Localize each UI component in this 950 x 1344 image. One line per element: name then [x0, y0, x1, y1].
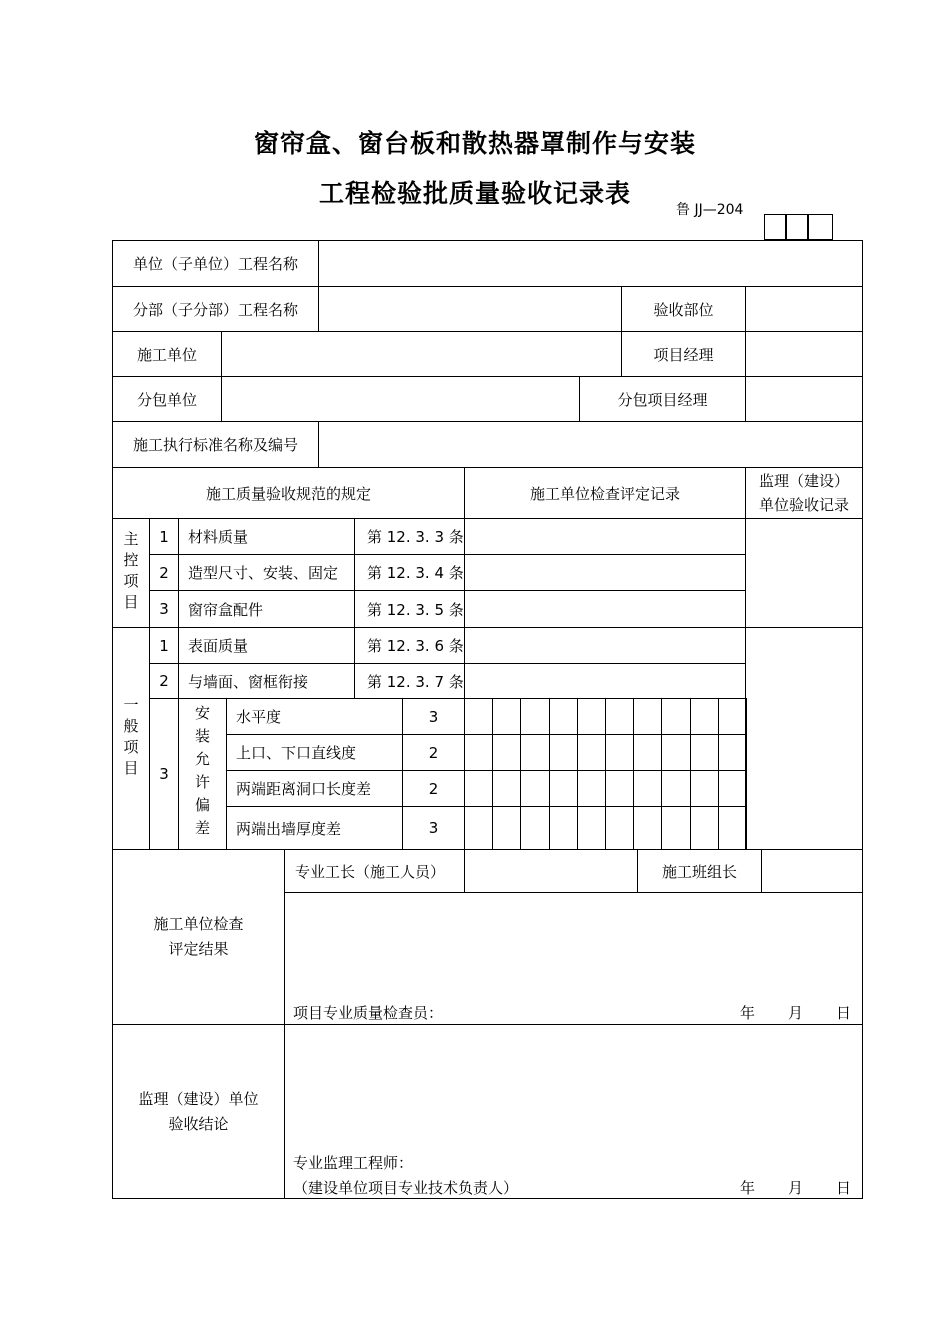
- measurement-cell[interactable]: [464, 698, 493, 735]
- measurement-cell[interactable]: [549, 734, 578, 771]
- item-clause: 第 12. 3. 6 条: [354, 627, 465, 664]
- label-owner-technician: （建设单位项目专业技术负责人）: [293, 1179, 519, 1197]
- label-unit-project: 单位（子单位）工程名称: [112, 240, 319, 287]
- row-number: 3: [149, 590, 179, 628]
- date-year: 年: [740, 1179, 756, 1197]
- row-number: 1: [149, 627, 179, 664]
- field-project-manager[interactable]: [745, 331, 863, 377]
- deviation-value: 3: [402, 698, 465, 735]
- measurement-cell[interactable]: [577, 770, 606, 807]
- measurement-cell[interactable]: [633, 806, 662, 850]
- measurement-cell[interactable]: [492, 698, 521, 735]
- measurement-cell[interactable]: [464, 806, 493, 850]
- measurement-cell[interactable]: [633, 734, 662, 771]
- measurement-cell[interactable]: [633, 698, 662, 735]
- deviation-name: 两端出墙厚度差: [226, 806, 403, 850]
- measurement-cell[interactable]: [718, 770, 747, 807]
- measurement-cell[interactable]: [464, 734, 493, 771]
- deviation-value: 3: [402, 806, 465, 850]
- item-clause: 第 12. 3. 4 条: [354, 554, 465, 591]
- column-supervision-line2: 单位验收记录: [758, 496, 849, 514]
- label-foreman: 专业工长（施工人员）: [284, 849, 465, 893]
- item-name: 表面质量: [178, 627, 355, 664]
- item-clause: 第 12. 3. 3 条: [354, 518, 465, 555]
- measurement-cell[interactable]: [718, 698, 747, 735]
- group-general-items: [112, 627, 150, 850]
- row-number: 2: [149, 663, 179, 699]
- item-clause: 第 12. 3. 7 条: [354, 663, 465, 699]
- item-name: 窗帘盒配件: [178, 590, 355, 628]
- form-number-box[interactable]: [786, 214, 808, 240]
- self-check-record[interactable]: [464, 590, 746, 628]
- deviation-label-text: 安装允许偏差: [193, 705, 211, 843]
- result-label-line2: 评定结果: [168, 940, 229, 958]
- conclusion-label: [112, 1024, 285, 1199]
- result-label: [112, 849, 285, 1025]
- label-division-project: 分部（子分部）工程名称: [112, 286, 319, 332]
- label-supervision-engineer: 专业监理工程师：: [293, 1154, 414, 1172]
- measurement-cell[interactable]: [605, 698, 634, 735]
- column-supervision: [745, 467, 863, 519]
- label-project-manager: 项目经理: [621, 331, 746, 377]
- measurement-cell[interactable]: [661, 806, 690, 850]
- column-spec: 施工质量验收规范的规定: [112, 467, 465, 519]
- self-check-record[interactable]: [464, 663, 746, 699]
- deviation-name: 水平度: [226, 698, 403, 735]
- form-code: 鲁 JJ—204: [676, 202, 744, 218]
- measurement-cell[interactable]: [549, 806, 578, 850]
- result-label-line1: 施工单位检查: [153, 915, 244, 933]
- field-foreman[interactable]: [464, 849, 638, 893]
- form-title-line1: 窗帘盒、窗台板和散热器罩制作与安装: [253, 129, 696, 158]
- measurement-cell[interactable]: [718, 806, 747, 850]
- deviation-value: 2: [402, 770, 465, 807]
- measurement-cell[interactable]: [520, 734, 549, 771]
- field-construction-unit[interactable]: [221, 331, 622, 377]
- measurement-cell[interactable]: [492, 806, 521, 850]
- measurement-cell[interactable]: [690, 770, 719, 807]
- column-self-check: 施工单位检查评定记录: [464, 467, 746, 519]
- measurement-cell[interactable]: [520, 698, 549, 735]
- date-day: 日: [836, 1004, 852, 1022]
- measurement-cell[interactable]: [633, 770, 662, 807]
- measurement-cell[interactable]: [690, 698, 719, 735]
- measurement-cell[interactable]: [549, 770, 578, 807]
- group-general-label: 一般项目: [121, 696, 140, 781]
- label-subcontract-manager: 分包项目经理: [579, 376, 746, 422]
- item-name: 造型尺寸、安装、固定: [178, 554, 355, 591]
- date-year: 年: [740, 1004, 756, 1022]
- label-subcontract-unit: 分包单位: [112, 376, 222, 422]
- deviation-value: 2: [402, 734, 465, 771]
- deviation-name: 上口、下口直线度: [226, 734, 403, 771]
- measurement-cell[interactable]: [492, 770, 521, 807]
- self-check-record[interactable]: [464, 554, 746, 591]
- self-check-record[interactable]: [464, 627, 746, 664]
- column-supervision-line1: 监理（建设）: [758, 472, 849, 490]
- conclusion-label-line1: 监理（建设）单位: [138, 1089, 259, 1108]
- row-number: 3: [149, 698, 179, 850]
- measurement-cell[interactable]: [690, 806, 719, 850]
- supervision-record-main[interactable]: [745, 518, 863, 628]
- group-main-label: 主控项目: [121, 531, 140, 615]
- measurement-cell[interactable]: [520, 770, 549, 807]
- self-check-record[interactable]: [464, 518, 746, 555]
- label-construction-unit: 施工单位: [112, 331, 222, 377]
- deviation-label: [178, 698, 227, 850]
- row-number: 1: [149, 518, 179, 555]
- measurement-cell[interactable]: [520, 806, 549, 850]
- item-name: 材料质量: [178, 518, 355, 555]
- measurement-cell[interactable]: [605, 734, 634, 771]
- item-name: 与墙面、窗框衔接: [178, 663, 355, 699]
- measurement-cell[interactable]: [577, 734, 606, 771]
- item-clause: 第 12. 3. 5 条: [354, 590, 465, 628]
- date-day: 日: [836, 1179, 852, 1197]
- deviation-name: 两端距离洞口长度差: [226, 770, 403, 807]
- measurement-cell[interactable]: [661, 734, 690, 771]
- measurement-cell[interactable]: [577, 698, 606, 735]
- measurement-cell[interactable]: [492, 734, 521, 771]
- row-number: 2: [149, 554, 179, 591]
- date-month: 月: [788, 1179, 804, 1197]
- supervision-record-general[interactable]: [745, 627, 863, 850]
- field-subcontract-manager[interactable]: [745, 376, 863, 422]
- conclusion-label-line2: 验收结论: [168, 1114, 229, 1133]
- label-team-leader: 施工班组长: [637, 849, 762, 893]
- measurement-cell[interactable]: [661, 698, 690, 735]
- field-standard-name[interactable]: [318, 421, 863, 468]
- measurement-cell[interactable]: [549, 698, 578, 735]
- field-unit-project[interactable]: [318, 240, 863, 287]
- measurement-cell[interactable]: [464, 770, 493, 807]
- field-subcontract-unit[interactable]: [221, 376, 580, 422]
- label-standard-name: 施工执行标准名称及编号: [112, 421, 319, 468]
- field-team-leader[interactable]: [761, 849, 863, 893]
- measurement-cell[interactable]: [577, 806, 606, 850]
- field-division-project[interactable]: [318, 286, 622, 332]
- date-month: 月: [788, 1004, 804, 1022]
- field-acceptance-part[interactable]: [745, 286, 863, 332]
- form-number-box[interactable]: [808, 214, 833, 240]
- measurement-cell[interactable]: [661, 770, 690, 807]
- measurement-cell[interactable]: [690, 734, 719, 771]
- form-number-box[interactable]: [764, 214, 786, 240]
- measurement-cell[interactable]: [605, 806, 634, 850]
- group-main-items: [112, 518, 150, 628]
- measurement-cell[interactable]: [718, 734, 747, 771]
- measurement-cell[interactable]: [605, 770, 634, 807]
- form-title-line2: 工程检验批质量验收记录表: [318, 179, 631, 208]
- label-inspector: 项目专业质量检查员：: [293, 1004, 444, 1022]
- label-acceptance-part: 验收部位: [621, 286, 746, 332]
